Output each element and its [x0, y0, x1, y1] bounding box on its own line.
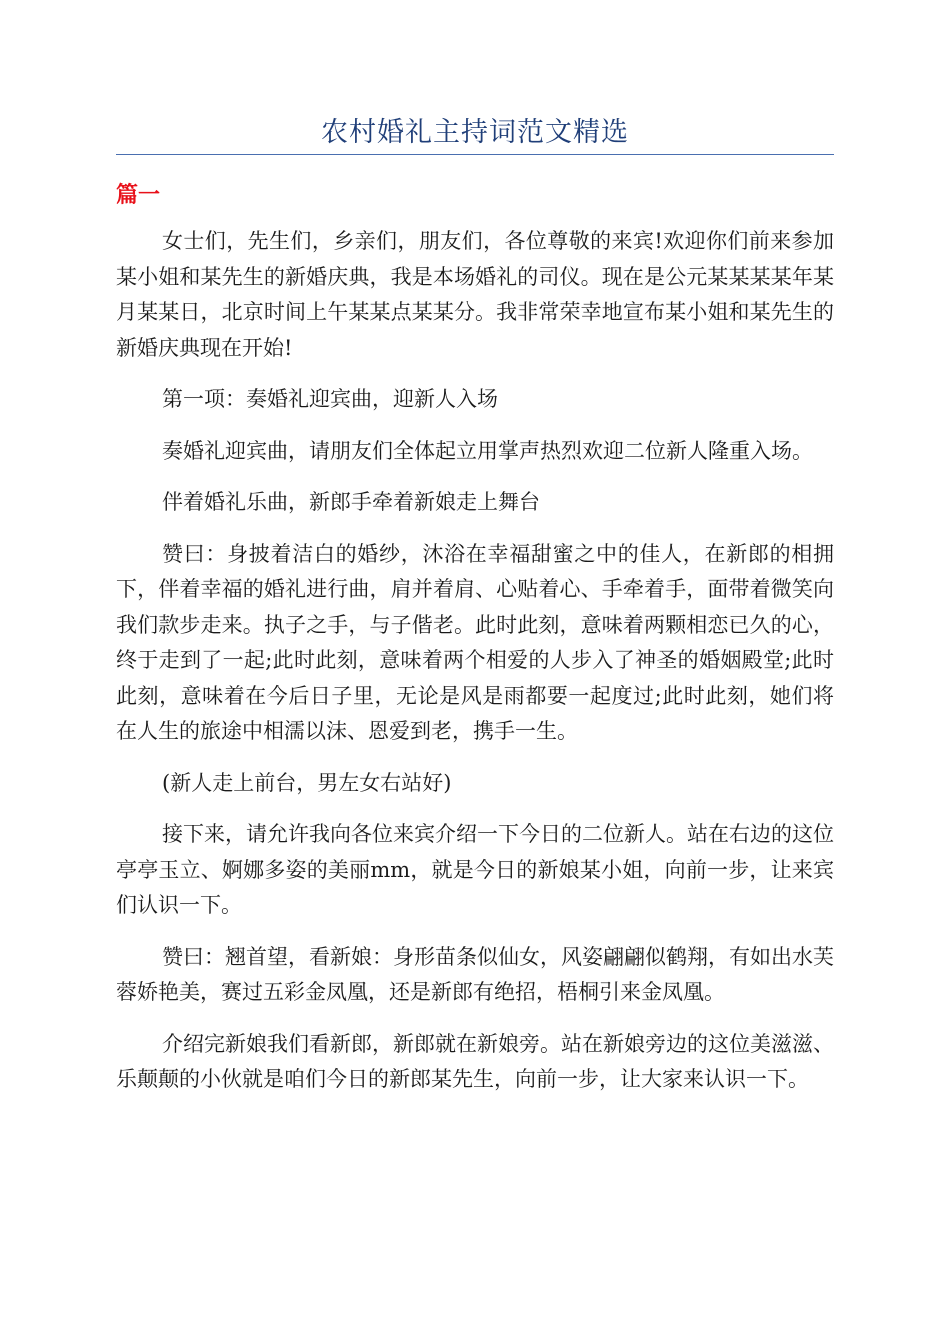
- document-body: [116, 224, 834, 1114]
- paragraph-item-one: 第一项：奏婚礼迎宾曲，迎新人入场: [162, 387, 498, 411]
- document-title: 农村婚礼主持词范文精选: [321, 117, 629, 148]
- title-underline: [116, 154, 834, 155]
- paragraph-walk-stage: 伴着婚礼乐曲，新郎手牵着新娘走上舞台: [162, 490, 540, 514]
- paragraph-bride-praise: 赞曰：翘首望，看新娘：身形苗条似仙女，风姿翩翩似鹤翔，有如出水芙蓉娇艳美，赛过五彩金凤凰，还是新郎有绝招，梧桐引来金凤凰。: [116, 944, 834, 1004]
- paragraph-opening: 女士们，先生们，乡亲们，朋友们，各位尊敬的来宾!欢迎你们前来参加某小姐和某先生的新婚庆典，我是本场婚礼的司仪。现在是公元某某某某年某月某某日，北京时间上午某某点某某分。我非常荣幸地宣布某小姐和某先生的新婚庆典现在开始!: [116, 229, 834, 360]
- paragraph-introduce-groom: 介绍完新娘我们看新郎，新郎就在新娘旁。站在新娘旁边的这位美滋滋、乐颠颠的小伙就是咱们今日的新郎某先生，向前一步，让大家来认识一下。: [116, 1031, 834, 1091]
- paragraph-praise: 赞曰：身披着洁白的婚纱，沐浴在幸福甜蜜之中的佳人，在新郎的相拥下，伴着幸福的婚礼进行曲，肩并着肩、心贴着心、手牵着手，面带着微笑向我们款步走来。执子之手，与子偕老。此时此刻，意味着两颗相恋已久的心，终于走到了一起;此时此刻，意味着两个相爱的人步入了神圣的婚姻殿堂;此时此刻，意味着在今后日子里，无论是风是雨都要一起度过;此时此刻，她们将在人生的旅途中相濡以沫、恩爱到老，携手一生。: [116, 541, 834, 743]
- section-heading: 篇一: [116, 183, 161, 208]
- paragraph-stage-note: (新人走上前台，男左女右站好): [162, 770, 452, 795]
- paragraph-welcome-music: 奏婚礼迎宾曲，请朋友们全体起立用掌声热烈欢迎二位新人隆重入场。: [162, 438, 813, 463]
- paragraph-introduce-bride: 接下来，请允许我向各位来宾介绍一下今日的二位新人。站在右边的这位亭亭玉立、婀娜多姿的美丽mm，就是今日的新娘某小姐，向前一步，让来宾们认识一下。: [116, 822, 834, 917]
